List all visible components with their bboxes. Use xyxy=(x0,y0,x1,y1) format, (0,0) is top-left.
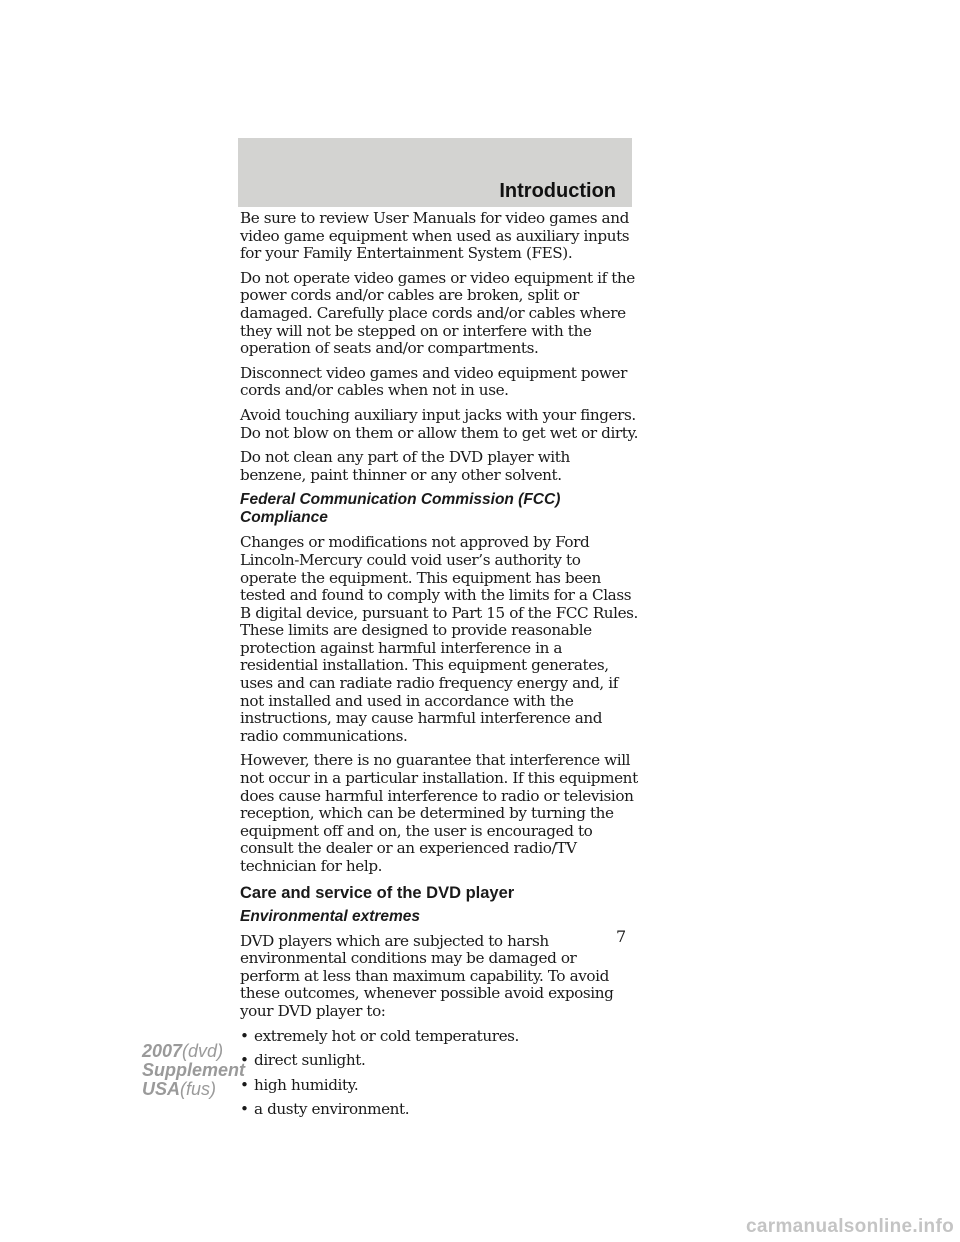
page-content xyxy=(240,210,640,1126)
footer-region: USA xyxy=(142,1079,181,1099)
list-item-text: high humidity. xyxy=(254,1075,359,1094)
section-header-band xyxy=(238,138,632,207)
list-item xyxy=(240,1052,640,1070)
care-service-heading: Care and service of the DVD player xyxy=(240,883,515,902)
bullet-icon: • xyxy=(240,1075,249,1094)
exposure-bullet-list xyxy=(240,1028,640,1119)
bullet-icon: • xyxy=(240,1026,249,1045)
list-item-text: extremely hot or cold temperatures. xyxy=(254,1026,519,1045)
paragraph-environment: DVD players which are subjected to harsh environmental conditions may be damaged or perform at less than maximum capability. To avoid these outcomes, whenever possible avoid exposing your DVD player to: xyxy=(240,931,614,1020)
list-item xyxy=(240,1101,640,1119)
list-item xyxy=(240,1028,640,1046)
fcc-heading: Federal Communication Commission (FCC) Compliance xyxy=(240,491,561,527)
paragraph-fcc-guarantee: However, there is no guarantee that interference will not occur in a particular installation. If this equipment does cause harmful interference to radio or television reception, which can be determined by turning the equipment off and on, the user is encouraged to consult the dealer or an experienced radio/TV technician for help. xyxy=(240,751,638,875)
footer-year-line xyxy=(142,1042,245,1061)
paragraph-cleaning: Do not clean any part of the DVD player with benzene, paint thinner or any other solvent. xyxy=(240,448,570,484)
paragraph-power-cords: Do not operate video games or video equipment if the power cords and/or cables are broken, split or damaged. Carefully place cords and/or cables where they will not be stepped on or interfere with the operation of seats and/or compartments. xyxy=(240,268,635,358)
page-number: 7 xyxy=(616,927,627,946)
footer-year: 2007 xyxy=(142,1041,183,1061)
section-title: Introduction xyxy=(499,180,616,202)
bullet-icon: • xyxy=(240,1051,249,1070)
paragraph-fcc-changes: Changes or modifications not approved by Ford Lincoln-Mercury could void user’s authority to operate the equipment. This equipment has been tested and found to comply with the limits for a Class B digital device, pursuant to Part 15 of the FCC Rules. These limits are designed to provide reasonable protection against harmful interference in a residential installation. This equipment generates, uses and can radiate radio frequency energy and, if not installed and used in accordance with the instructions, may cause harmful interference and radio communications. xyxy=(240,533,638,745)
site-watermark: carmanualsonline.info xyxy=(746,1216,954,1237)
footer-year-code: (dvd) xyxy=(182,1041,224,1061)
footer-region-code: (fus) xyxy=(180,1079,217,1099)
list-item-text: direct sunlight. xyxy=(254,1051,366,1070)
environmental-heading: Environmental extremes xyxy=(240,907,421,925)
list-item-text: a dusty environment. xyxy=(254,1100,410,1119)
list-item xyxy=(240,1077,640,1095)
footer-region-line xyxy=(142,1080,245,1099)
paragraph-input-jacks: Avoid touching auxiliary input jacks with your fingers. Do not blow on them or allow them to get wet or dirty. xyxy=(240,405,639,442)
bullet-icon: • xyxy=(240,1100,249,1119)
footer-supplement: Supplement xyxy=(142,1060,246,1080)
paragraph-disconnect: Disconnect video games and video equipment power cords and/or cables when not in use. xyxy=(240,363,627,400)
paragraph-video-manuals: Be sure to review User Manuals for video games and video game equipment when used as auxiliary inputs for your Family Entertainment System (FES). xyxy=(240,209,630,263)
edition-footer xyxy=(142,1042,245,1099)
